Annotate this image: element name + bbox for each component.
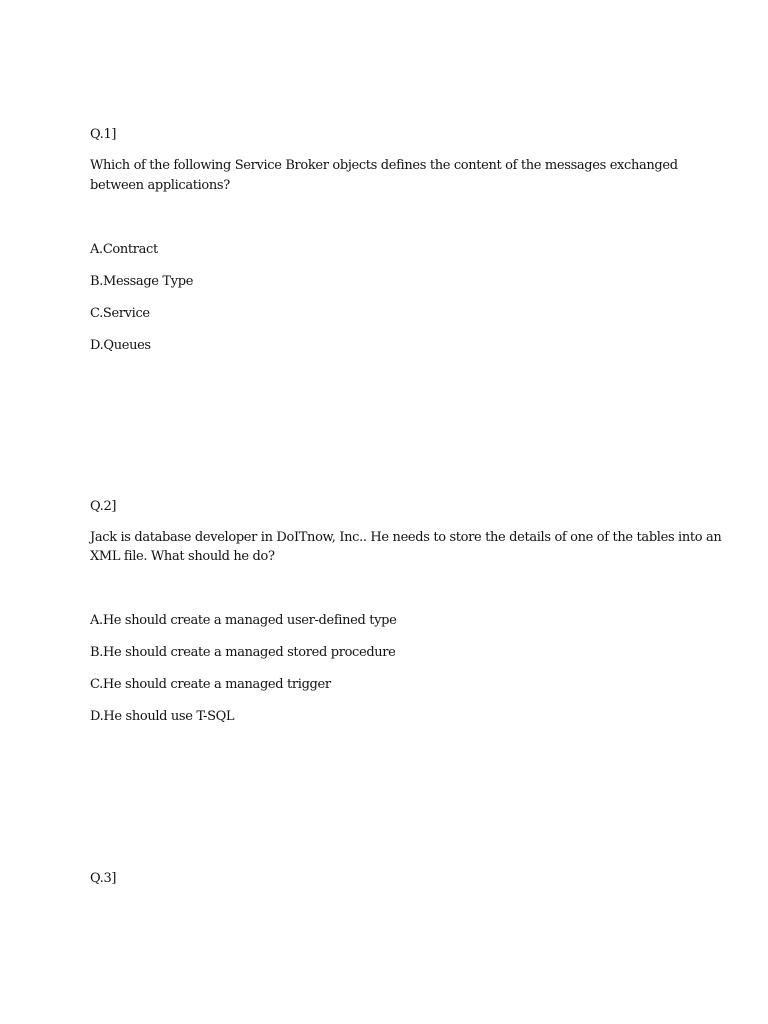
question-label: Q.3]	[90, 871, 117, 886]
answer-option: D.He should use T-SQL	[90, 709, 235, 724]
answer-option: B.He should create a managed stored procedure	[90, 645, 396, 660]
answer-option: C.He should create a managed trigger	[90, 677, 331, 692]
answer-option: D.Queues	[90, 338, 151, 353]
answer-option: A.Contract	[90, 242, 158, 257]
question-text-line: Which of the following Service Broker objects defines the content of the messages exchanged	[90, 158, 678, 173]
question-text-line: between applications?	[90, 178, 230, 193]
question-text-line: Jack is database developer in DoITnow, Inc.. He needs to store the details of one of the tables into an	[90, 530, 722, 545]
answer-option: C.Service	[90, 306, 150, 321]
question-label: Q.2]	[90, 499, 117, 514]
answer-option: A.He should create a managed user-defined type	[90, 613, 397, 628]
question-label: Q.1]	[90, 127, 117, 142]
answer-option: B.Message Type	[90, 274, 194, 289]
question-text-line: XML file. What should he do?	[90, 549, 275, 564]
